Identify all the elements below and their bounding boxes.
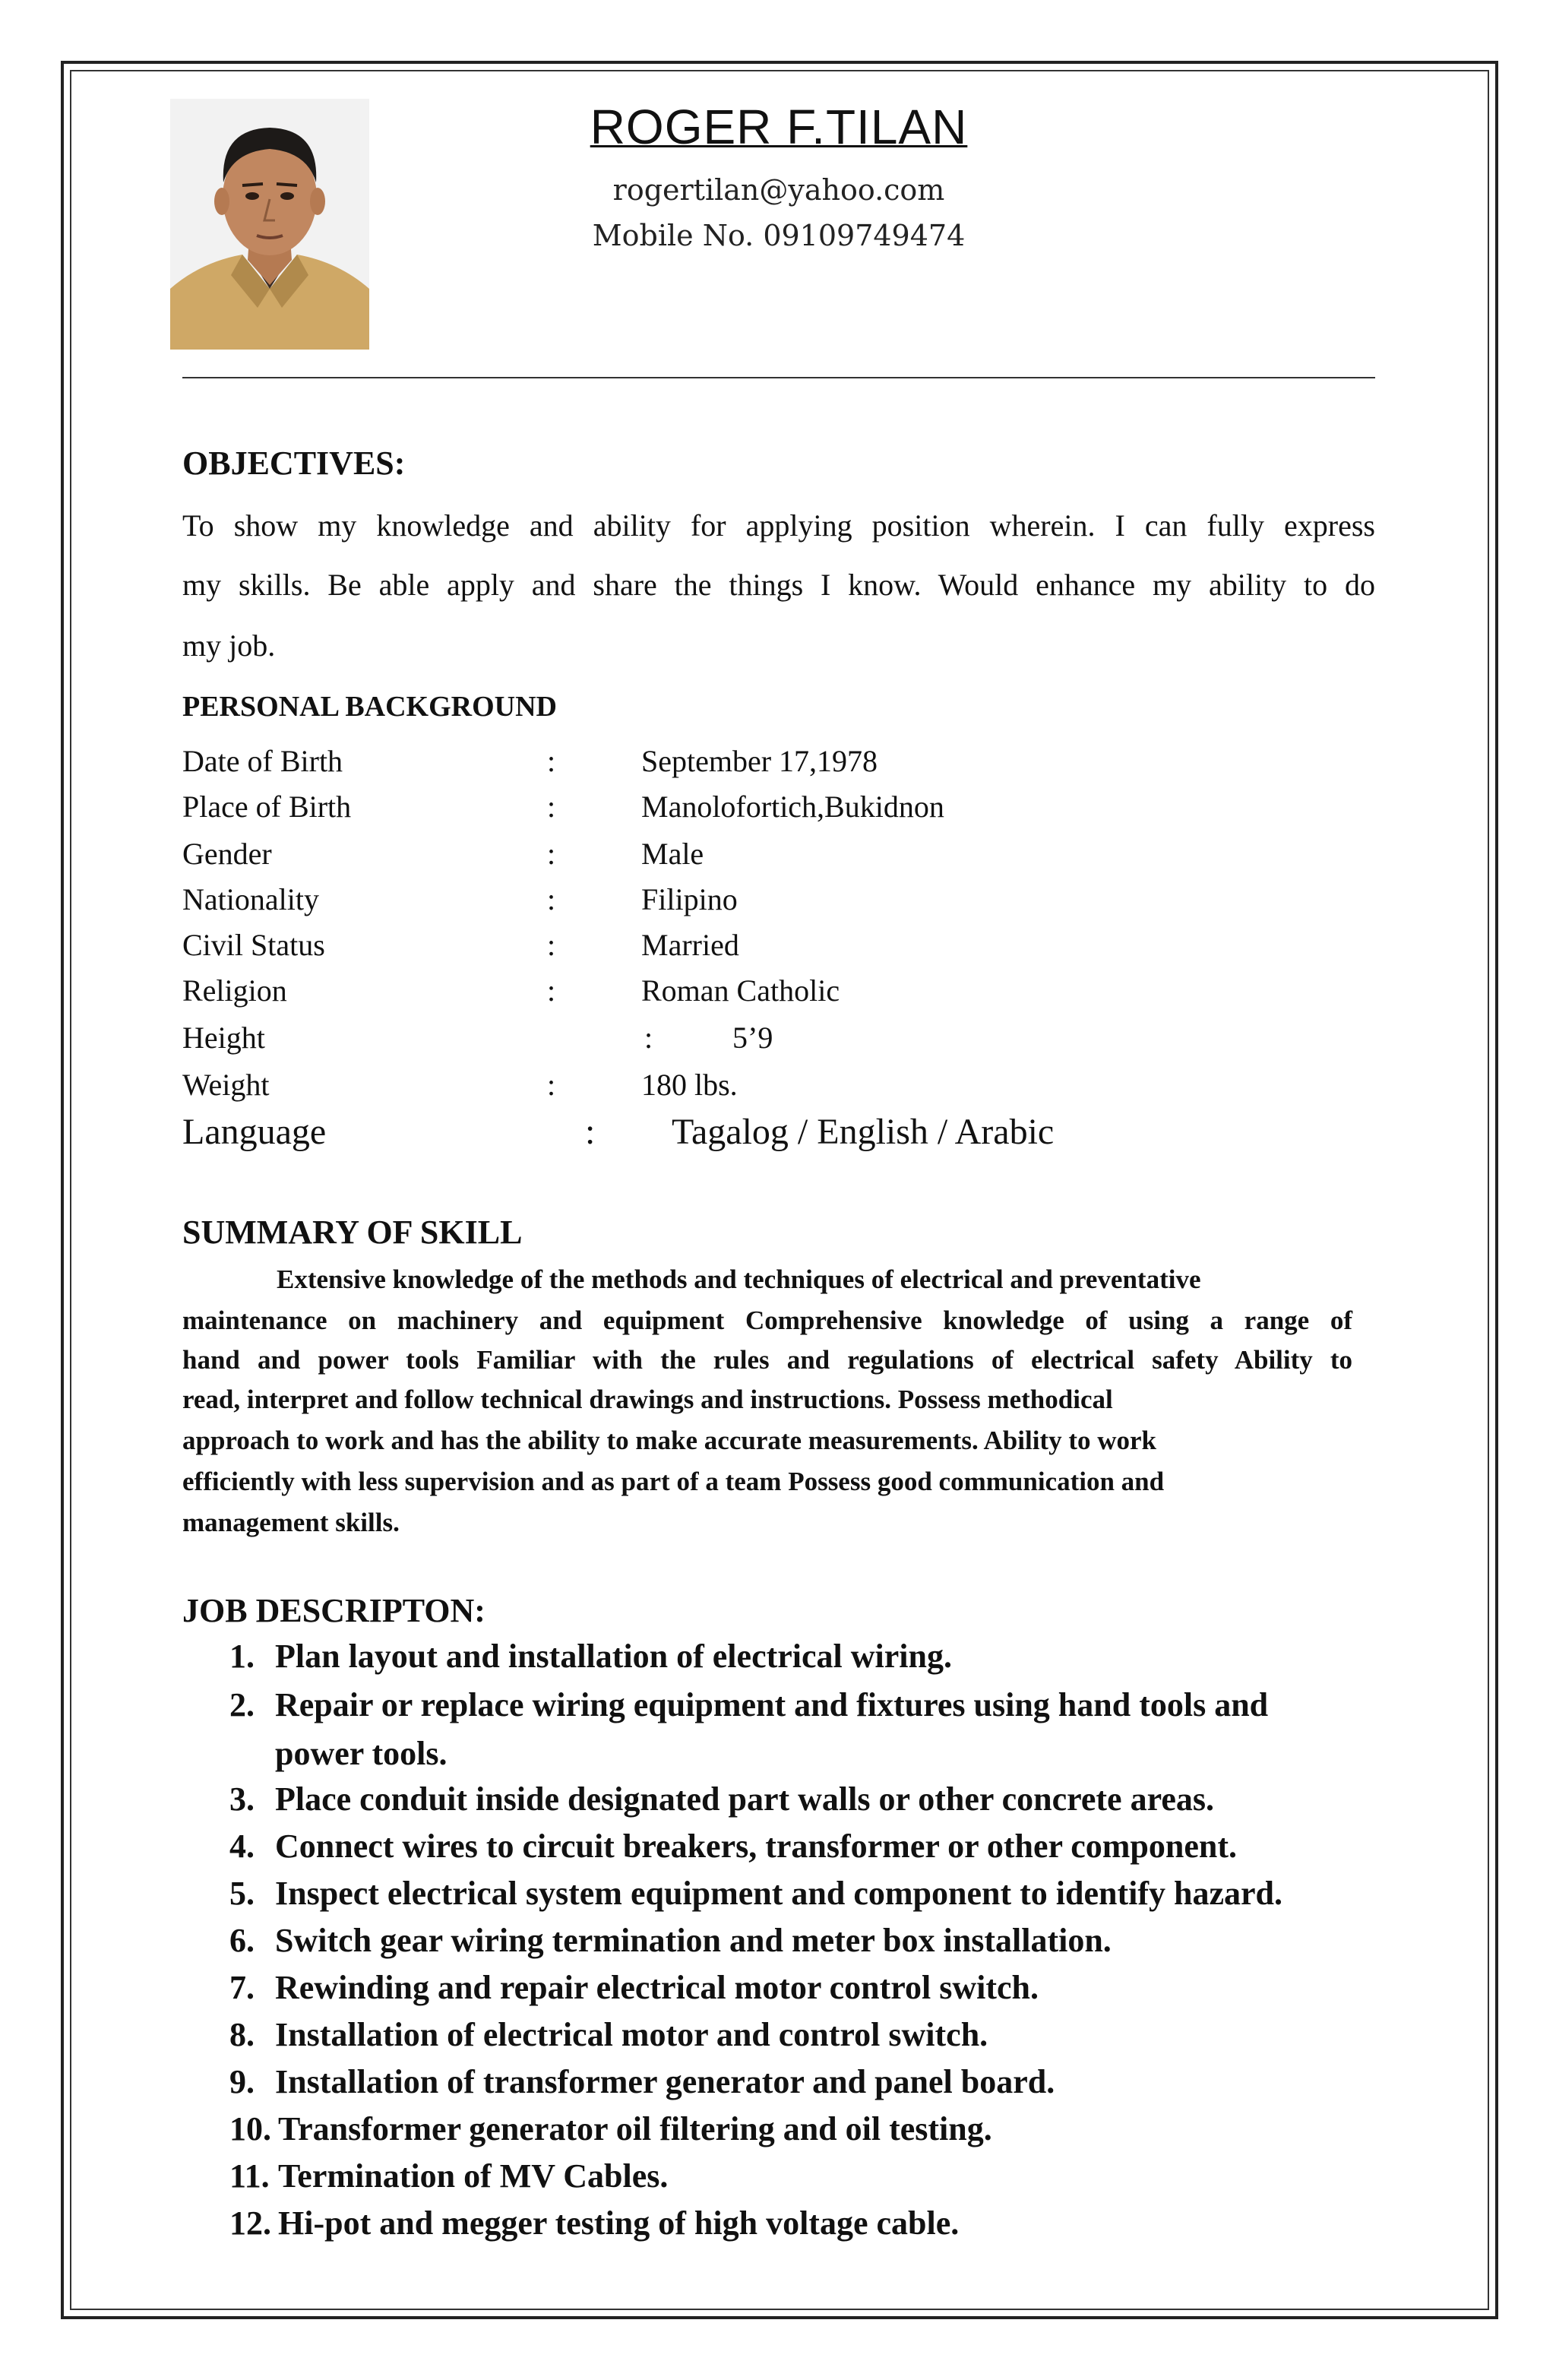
summary-line: read, interpret and follow technical drawings and instructions. Possess methodical <box>182 1385 1113 1414</box>
summary-line: efficiently with less supervision and as part of a team Possess good communication and <box>182 1467 1165 1496</box>
header-divider <box>182 377 1375 378</box>
email-text: rogertilan@yahoo.com <box>612 173 945 207</box>
nationality-value: Filipino <box>641 882 738 916</box>
colon: : <box>585 1112 596 1152</box>
job-item-number: 2. <box>229 1686 255 1723</box>
religion-label: Religion <box>182 973 287 1008</box>
job-item-number: 4. <box>229 1828 255 1865</box>
height-value: 5’9 <box>732 1021 773 1055</box>
objectives-line: my job. <box>182 628 276 663</box>
weight-value: 180 lbs. <box>641 1068 738 1102</box>
colon: : <box>547 1068 556 1102</box>
civil-status-label: Civil Status <box>182 928 325 962</box>
summary-line: maintenance on machinery and equipment Comprehensive knowledge of using a range of <box>182 1306 1352 1335</box>
pob-row <box>182 789 1322 827</box>
objectives-line: my skills. Be able apply and share the things I know. Would enhance my ability to do <box>182 568 1375 602</box>
job-item-text: Installation of electrical motor and control switch. <box>275 2016 988 2053</box>
job-item-text: Place conduit inside designated part walls or other concrete areas. <box>275 1780 1214 1818</box>
summary-line: Extensive knowledge of the methods and techniques of electrical and preventative <box>277 1264 1201 1294</box>
personal-background-heading: PERSONAL BACKGROUND <box>182 691 557 723</box>
summary-heading: SUMMARY OF SKILL <box>182 1214 523 1251</box>
colon: : <box>547 882 556 916</box>
job-item-number: 12. <box>229 2204 271 2242</box>
job-item-text: Connect wires to circuit breakers, transformer or other component. <box>275 1828 1237 1865</box>
job-description-heading: JOB DESCRIPTON: <box>182 1592 485 1629</box>
objectives-line: To show my knowledge and ability for applying position wherein. I can fully express <box>182 508 1375 543</box>
job-item-number: 9. <box>229 2063 255 2100</box>
weight-row <box>182 1067 1322 1105</box>
job-item-number: 5. <box>229 1875 255 1912</box>
candidate-name: ROGER F.TILAN <box>590 100 968 154</box>
gender-label: Gender <box>182 837 272 871</box>
job-item-number: 1. <box>229 1638 255 1675</box>
colon: : <box>547 928 556 962</box>
job-item-text: Termination of MV Cables. <box>278 2157 669 2195</box>
objectives-heading: OBJECTIVES: <box>182 445 406 482</box>
job-item-text: Transformer generator oil filtering and oil testing. <box>278 2110 992 2147</box>
dob-value: September 17,1978 <box>641 744 878 778</box>
weight-label: Weight <box>182 1068 270 1102</box>
nationality-label: Nationality <box>182 882 319 916</box>
job-item-number: 11. <box>229 2157 270 2195</box>
summary-line: hand and power tools Familiar with the rules and regulations of electrical safety Ability to <box>182 1345 1352 1375</box>
mobile-text: Mobile No. 09109749474 <box>592 219 966 252</box>
height-row <box>182 1020 1322 1058</box>
pob-label: Place of Birth <box>182 790 352 824</box>
job-item-text: Switch gear wiring termination and meter box installation. <box>275 1922 1112 1959</box>
colon: : <box>547 790 556 824</box>
colon: : <box>547 973 556 1008</box>
summary-line: approach to work and has the ability to make accurate measurements. Ability to work <box>182 1426 1157 1455</box>
job-item-text: Rewinding and repair electrical motor control switch. <box>275 1969 1039 2006</box>
job-item-number: 3. <box>229 1780 255 1818</box>
language-value: Tagalog / English / Arabic <box>672 1112 1055 1152</box>
job-item-text: Repair or replace wiring equipment and fixtures using hand tools and <box>275 1686 1269 1723</box>
job-item-number: 8. <box>229 2016 255 2053</box>
language-row <box>182 1111 1322 1152</box>
summary-line: management skills. <box>182 1508 400 1537</box>
religion-value: Roman Catholic <box>641 973 840 1008</box>
job-item-text: Hi-pot and megger testing of high voltage cable. <box>278 2204 960 2242</box>
job-item-number: 7. <box>229 1969 255 2006</box>
civil-status-value: Married <box>641 928 739 962</box>
dob-row <box>182 743 1322 781</box>
job-item-number: 6. <box>229 1922 255 1959</box>
colon: : <box>547 837 556 871</box>
language-label: Language <box>182 1112 327 1152</box>
job-item-text: Inspect electrical system equipment and component to identify hazard. <box>275 1875 1283 1912</box>
gender-value: Male <box>641 837 704 871</box>
height-label: Height <box>182 1021 265 1055</box>
profile-photo <box>170 99 369 350</box>
colon: : <box>644 1021 653 1055</box>
nationality-row <box>182 881 1322 919</box>
job-item-text: Plan layout and installation of electrical wiring. <box>275 1638 952 1675</box>
dob-label: Date of Birth <box>182 744 343 778</box>
job-item-text: power tools. <box>275 1735 448 1772</box>
religion-row <box>182 973 1322 1011</box>
colon: : <box>547 744 556 778</box>
job-item-text: Installation of transformer generator and panel board. <box>275 2063 1055 2100</box>
pob-value: Manolofortich,Bukidnon <box>641 790 944 824</box>
gender-row <box>182 836 1322 874</box>
civil-status-row <box>182 927 1322 965</box>
job-item-number: 10. <box>229 2110 271 2147</box>
